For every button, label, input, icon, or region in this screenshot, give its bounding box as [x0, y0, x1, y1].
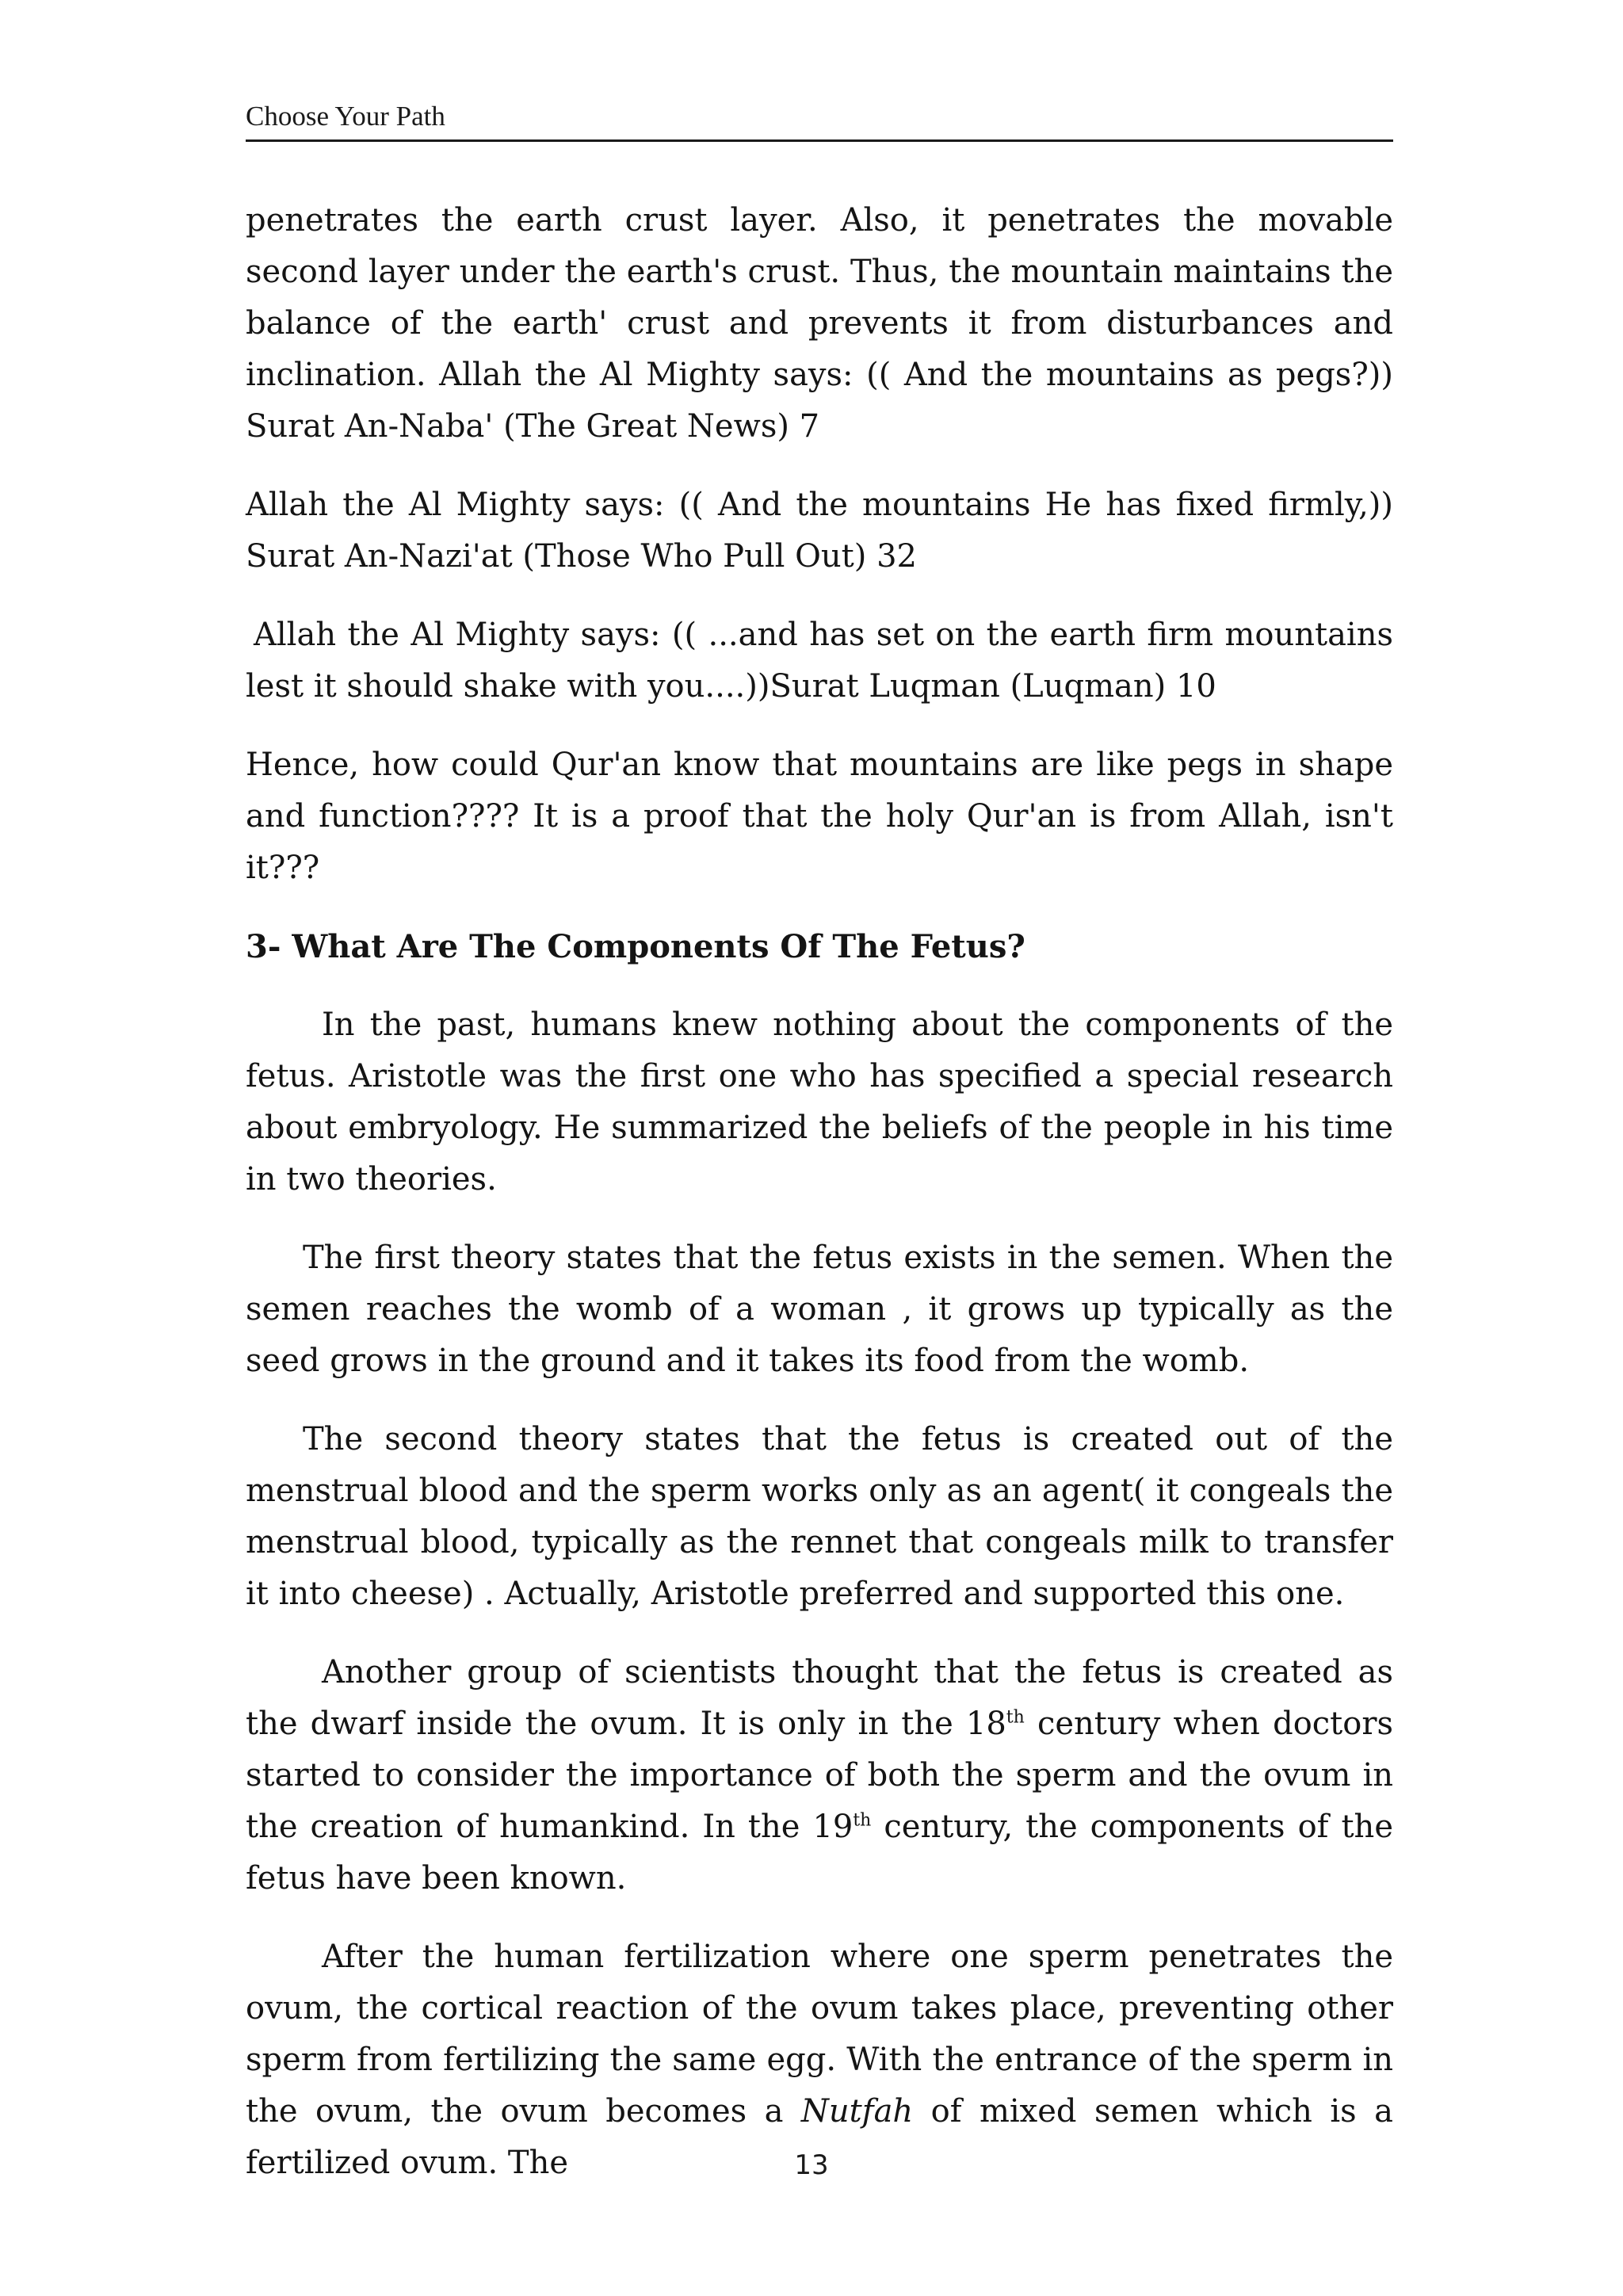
- paragraph-8-part-a: Another group of scientists thought that the fetus is created as the dwarf inside the ovum. It is only in the 18: [246, 1654, 1393, 1742]
- paragraph-4: Hence, how could Qur'an know that mountains are like pegs in shape and function???? It is a proof that the holy Qur'an is from Allah, isn't it???: [246, 747, 1393, 886]
- paragraph-8-part-b: century when doctors started to consider the importance of both the sperm and the ovum in the creation of humankind. In the 19: [246, 1706, 1393, 1845]
- paragraph-1: penetrates the earth crust layer. Also, it penetrates the movable second layer under the earth's crust. Thus, the mountain maintains the balance of the earth' crust and prevents it from disturbances and inclination. Allah the Al Mighty says: (( And the mountains as pegs?)) Surat An-Naba' (The Great News) 7: [246, 202, 1393, 445]
- paragraph-5: In the past, humans knew nothing about the components of the fetus. Aristotle was the first one who has specified a special research about embryology. He summarized the beliefs of the people in his time in two theories.: [246, 1007, 1393, 1198]
- page-number: 13: [794, 2149, 829, 2181]
- paragraph-3: Allah the Al Mighty says: (( ...and has set on the earth firm mountains lest it should shake with you....))Surat Luqman (Luqman) 10: [246, 617, 1393, 705]
- body-text: [246, 195, 1393, 2216]
- running-header: Choose Your Path: [246, 94, 1393, 142]
- paragraph-9-part-a: After the human fertilization where one sperm penetrates the ovum, the cortical reaction of the ovum takes place, preventing other sperm from fertilizing the same egg. With the entrance of the sperm in the ovum, the ovum becomes a: [246, 1939, 1393, 2130]
- paragraph-6: The first theory states that the fetus exists in the semen. When the semen reaches the womb of a woman , it grows up typically as the seed grows in the ground and it takes its food from the womb.: [246, 1240, 1393, 1379]
- term-nutfah: Nutfah: [800, 2093, 914, 2130]
- paragraph-8: [246, 1647, 1393, 1904]
- paragraph-2: Allah the Al Mighty says: (( And the mountains He has fixed firmly,)) Surat An-Nazi'at (Those Who Pull Out) 32: [246, 487, 1393, 575]
- paragraph-8-part-c: century, the components of the fetus have been known.: [246, 1809, 1393, 1897]
- ordinal-suffix-18th: th: [1006, 1707, 1025, 1728]
- paragraph-7: The second theory states that the fetus is created out of the menstrual blood and the sperm works only as an agent( it congeals the menstrual blood, typically as the rennet that congeals milk to transfer it into cheese) . Actually, Aristotle preferred and supported this one.: [246, 1421, 1393, 1612]
- ordinal-suffix-19th: th: [853, 1810, 872, 1831]
- paragraph-9-part-b: of mixed semen which is a fertilized ovum. The: [246, 2093, 1394, 2181]
- section-heading: 3- What Are The Components Of The Fetus?: [246, 928, 1025, 965]
